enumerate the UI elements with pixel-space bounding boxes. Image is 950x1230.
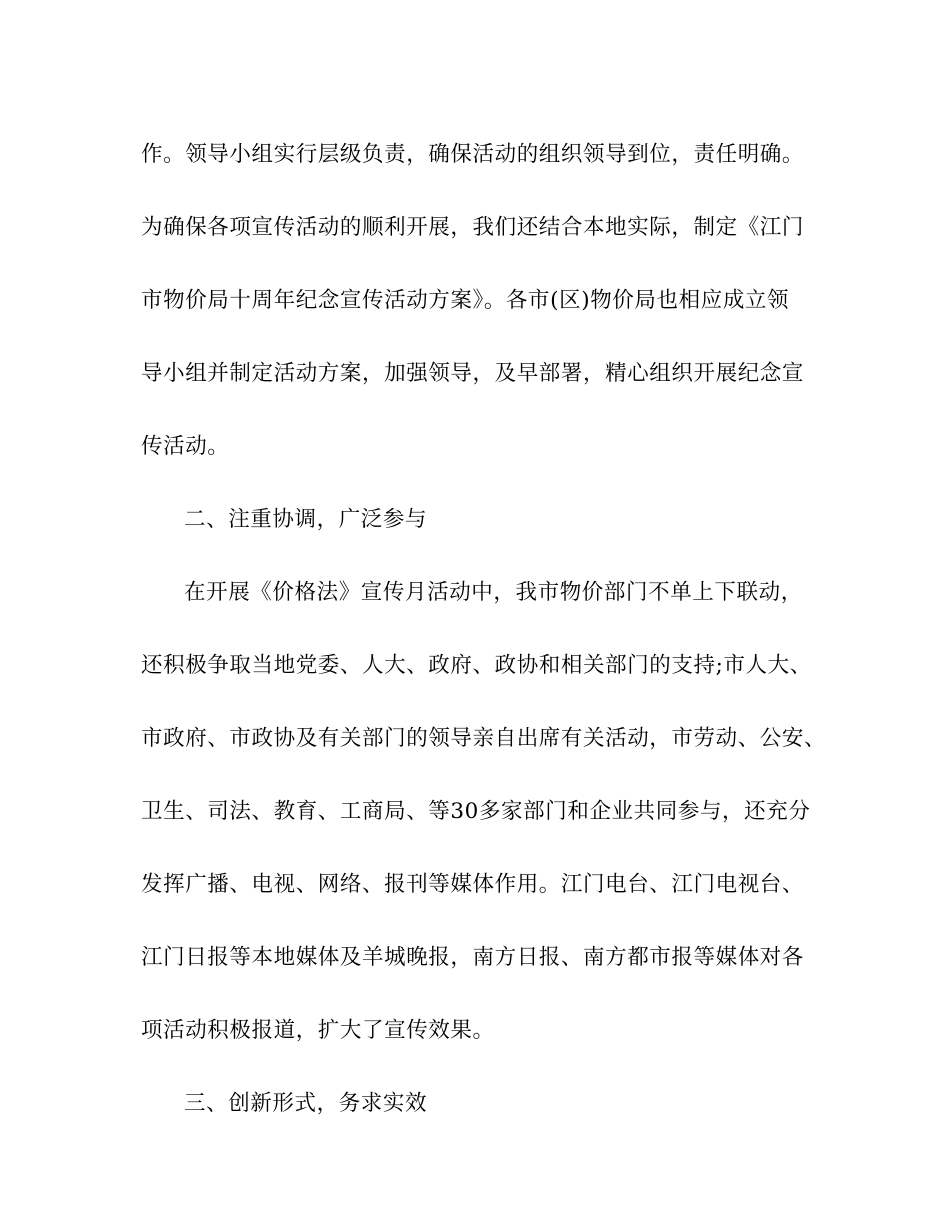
section-heading: 二、注重协调，广泛参与 — [184, 507, 428, 532]
text-line: 项活动积极报道，扩大了宣传效果。 — [141, 1018, 495, 1043]
text-line: 还积极争取当地党委、人大、政府、政协和相关部门的支持;市人大、 — [141, 653, 812, 678]
text-line: 为确保各项宣传活动的顺利开展，我们还结合本地实际，制定《江门 — [141, 215, 805, 240]
text-line: 市物价局十周年纪念宣传活动方案》。各市(区)物价局也相应成立领 — [141, 288, 790, 313]
text-line: 市政府、市政协及有关部门的领导亲自出席有关活动，市劳动、公安、 — [141, 726, 827, 751]
body-text — [141, 118, 827, 1140]
text-line: 江门日报等本地媒体及羊城晚报，南方日报、南方都市报等媒体对各 — [141, 945, 805, 970]
section-heading: 三、创新形式，务求实效 — [184, 1091, 428, 1116]
text-line: 导小组并制定活动方案，加强领导，及早部署，精心组织开展纪念宣 — [141, 361, 805, 386]
text-line: 传活动。 — [141, 434, 230, 459]
text-line: 卫生、司法、教育、工商局、等30多家部门和企业共同参与，还充分 — [141, 799, 811, 824]
text-line: 发挥广播、电视、网络、报刊等媒体作用。江门电台、江门电视台、 — [141, 872, 805, 897]
text-line: 作。领导小组实行层级负责，确保活动的组织领导到位，责任明确。 — [141, 142, 805, 167]
text-line: 在开展《价格法》宣传月活动中，我市物价部门不单上下联动， — [184, 580, 803, 605]
